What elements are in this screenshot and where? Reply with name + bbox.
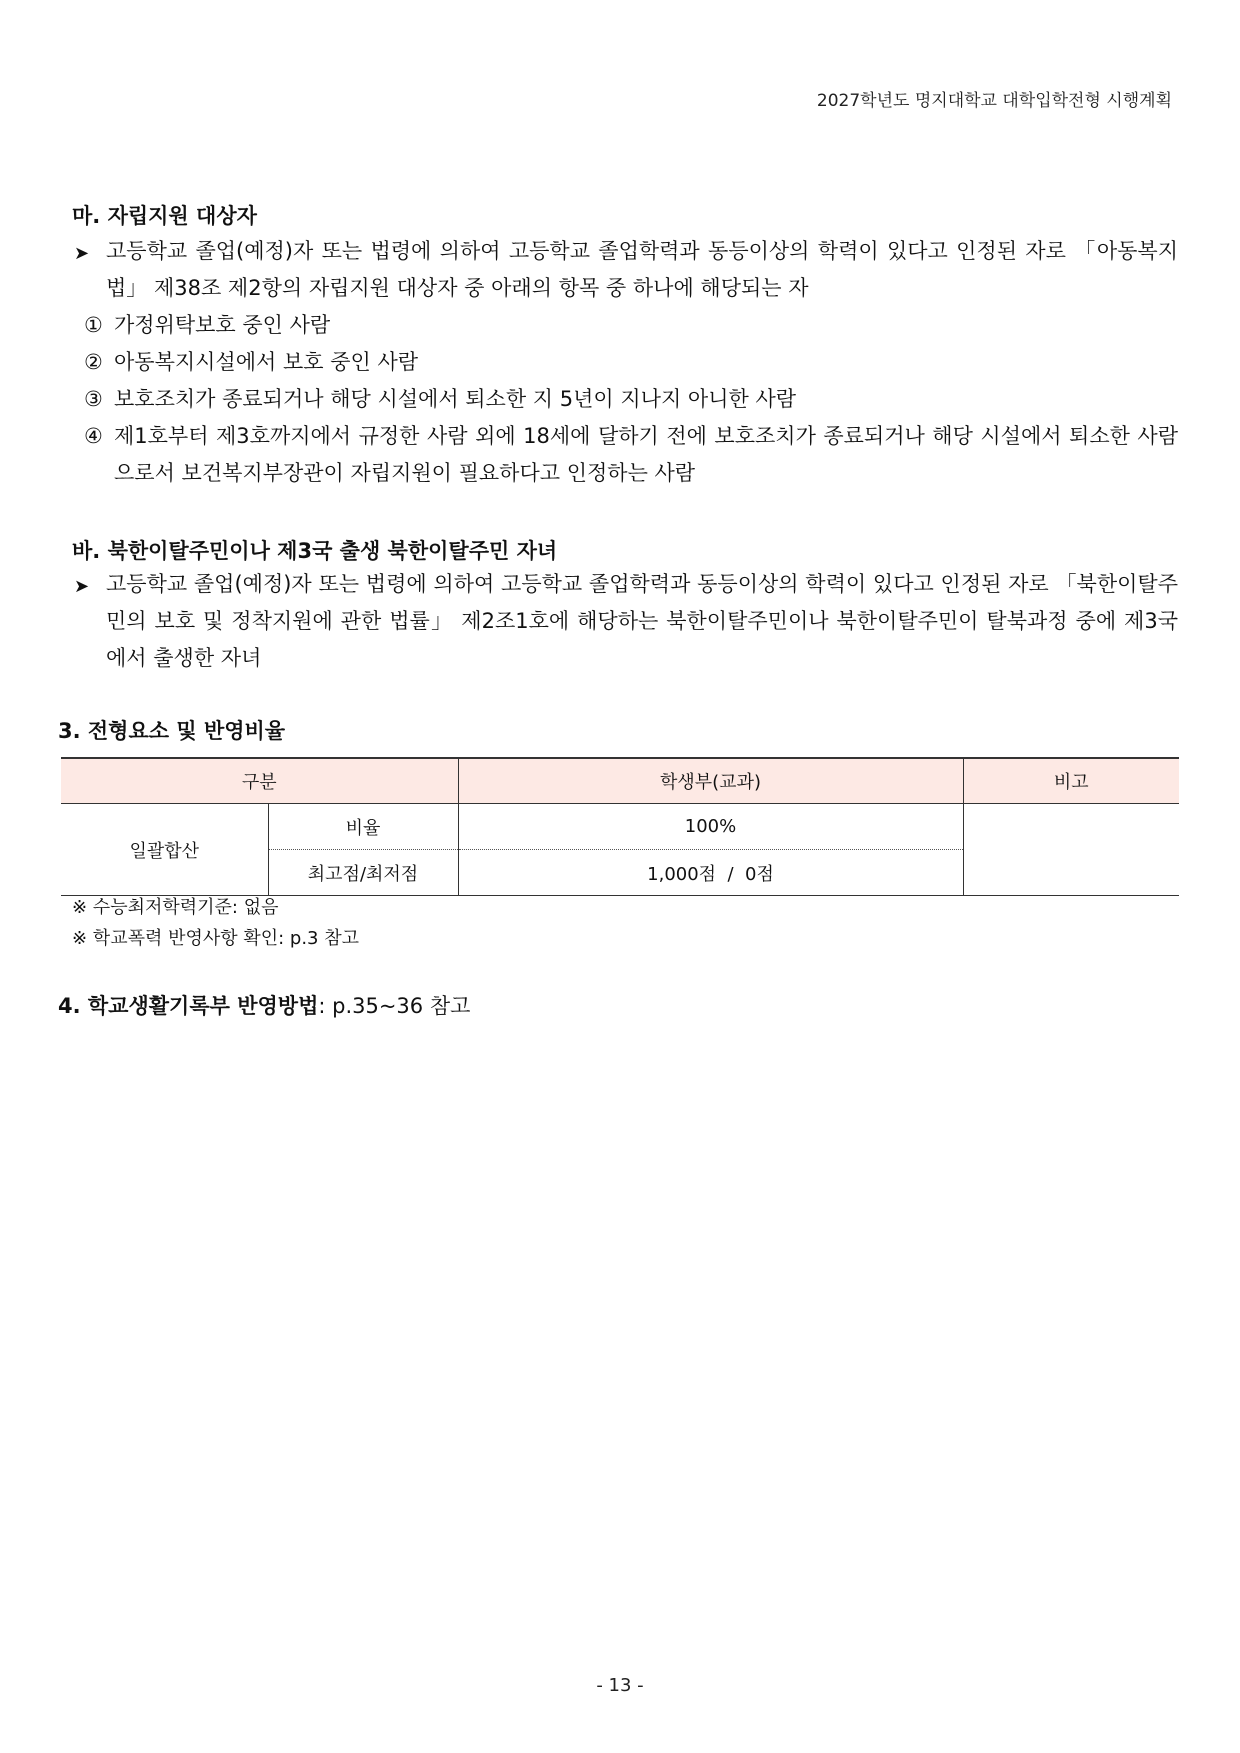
note-suneung: ※ 수능최저학력기준: 없음 [72, 897, 279, 918]
section-3-title: 3. 전형요소 및 반영비율 [58, 719, 286, 743]
item-text: 보호조치가 종료되거나 해당 시설에서 퇴소한 지 5년이 지나지 아니한 사람 [114, 387, 797, 411]
item-number: ① [84, 313, 103, 337]
section-4-title [58, 990, 470, 1020]
group-label-cell: 일괄합산 [61, 804, 268, 896]
item-text: 아동복지시설에서 보호 중인 사람 [114, 350, 419, 374]
arrow-bullet-icon: ➤ [74, 243, 90, 264]
section-ba-title: 바. 북한이탈주민이나 제3국 출생 북한이탈주민 자녀 [72, 539, 558, 563]
page-header: 2027학년도 명지대학교 대학입학전형 시행계획 [816, 91, 1172, 111]
row-label-cell: 최고점/최저점 [268, 850, 458, 896]
list-item [84, 344, 1178, 381]
item-text: 가정위탁보호 중인 사람 [114, 313, 331, 337]
item-number: ④ [84, 424, 103, 448]
list-item [84, 418, 1178, 492]
page-number: - 13 - [596, 1675, 644, 1696]
arrow-bullet-icon: ➤ [74, 576, 90, 597]
table-row [61, 804, 1179, 850]
section-ma-title: 마. 자립지원 대상자 [72, 204, 257, 228]
list-item [84, 307, 1178, 344]
remark-cell [963, 804, 1179, 896]
note-school-violence: ※ 학교폭력 반영사항 확인: p.3 참고 [72, 928, 360, 949]
row-value-cell: 100% [458, 804, 963, 850]
item-number: ② [84, 350, 103, 374]
section-ba-bullet-text: 고등학교 졸업(예정)자 또는 법령에 의하여 고등학교 졸업학력과 동등이상의 학력이 있다고 인정된 자로 「북한이탈주민의 보호 및 정착지원에 관한 법률」 제2조1호에 해당하는 북한이탈주민이나 북한이탈주민이 탈북과정 중에 제3국에서 출생한 자녀 [106, 572, 1178, 670]
row-value-cell: 1,000점 / 0점 [458, 850, 963, 896]
row-label-cell: 비율 [268, 804, 458, 850]
section-4-title-rest: : p.35~36 참고 [318, 994, 471, 1018]
header-cell-record: 학생부(교과) [458, 758, 963, 804]
section-4-title-bold: 4. 학교생활기록부 반영방법 [58, 994, 319, 1018]
list-item [84, 381, 1178, 418]
score-table [61, 757, 1179, 896]
table-header-row [61, 758, 1179, 804]
item-text: 제1호부터 제3호까지에서 규정한 사람 외에 18세에 달하기 전에 보호조치가 종료되거나 해당 시설에서 퇴소한 사람으로서 보건복지부장관이 자립지원이 필요하다고 인정하는 사람 [114, 424, 1178, 485]
header-cell-category: 구분 [61, 758, 458, 804]
section-ma-bullet-text: 고등학교 졸업(예정)자 또는 법령에 의하여 고등학교 졸업학력과 동등이상의 학력이 있다고 인정된 자로 「아동복지법」 제38조 제2항의 자립지원 대상자 중 아래의 항목 중 하나에 해당되는 자 [106, 239, 1178, 300]
header-cell-remark: 비고 [963, 758, 1179, 804]
item-number: ③ [84, 387, 103, 411]
